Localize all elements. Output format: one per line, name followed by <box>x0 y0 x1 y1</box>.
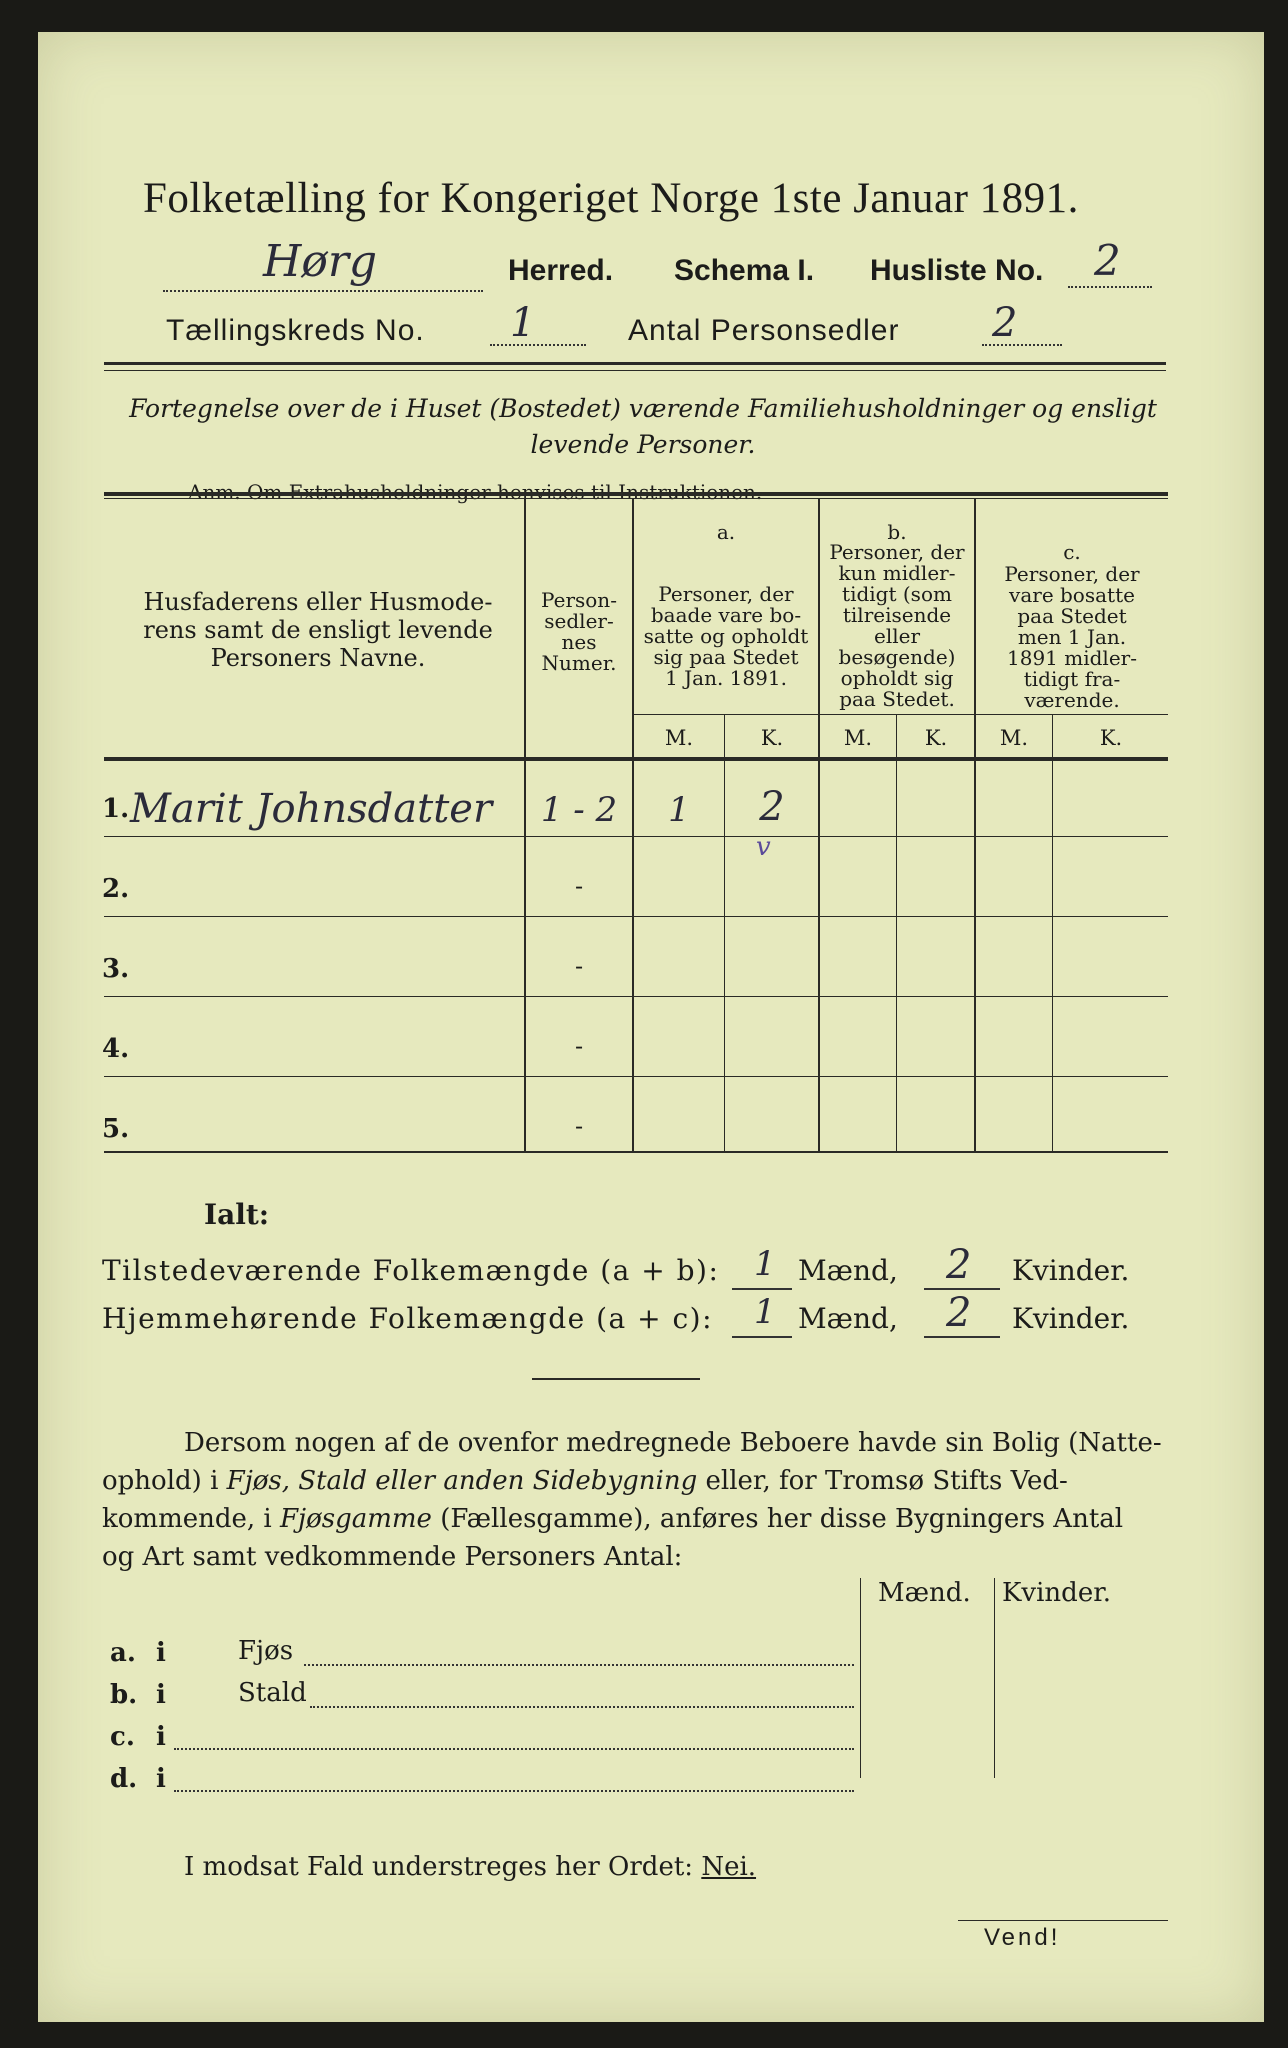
row-rule-2 <box>104 916 1168 917</box>
outbuild-row-dots <box>304 1644 854 1666</box>
nei-word: Nei. <box>701 1852 757 1882</box>
col-b-head: Personer, der kun midler- tidigt (som tilreisende eller besøgende) opholdt sig paa Stedet. <box>829 540 965 711</box>
totals-line-2-k-field <box>924 1290 1000 1338</box>
outbuild-kvinder-head: Kvinder. <box>1002 1578 1112 1608</box>
col-b-letter: b. <box>887 520 907 544</box>
table-header-rule <box>104 757 1168 761</box>
census-form <box>38 32 1264 2022</box>
husliste-value: 2 <box>1094 236 1121 285</box>
col-num-head: Person- sedler- nes Numer. <box>541 588 617 675</box>
table-row-num: 1 - 2 <box>540 790 618 830</box>
col-sep-b-mk <box>896 714 897 1152</box>
table-row-name: Marit Johnsdatter <box>130 786 493 832</box>
b-m-head: M. <box>843 726 873 750</box>
col-c-letter: c. <box>1063 540 1081 564</box>
col-a-head: Personer, der baade vare bo- satte og opholdt sig paa Stedet 1 Jan. 1891. <box>643 582 809 690</box>
outbuild-row-letter: d. <box>110 1764 138 1794</box>
col-sep-a-mk <box>724 714 725 1152</box>
table-row-a-m: 1 <box>668 790 690 830</box>
col-sep-c-mk <box>1052 714 1053 1152</box>
outbuild-row-letter: b. <box>110 1680 138 1710</box>
header-rule <box>104 362 1166 365</box>
col-name-head: Husfaderens eller Husmode- rens samt de ensligt levende Personers Navne. <box>143 588 493 672</box>
totals-line-1-k: 2 <box>946 1242 972 1288</box>
table-top-rule <box>104 492 1168 496</box>
c-m-head: M. <box>999 726 1029 750</box>
divider <box>532 1378 700 1380</box>
table-row-number: 3. <box>102 954 130 984</box>
table-row-number: 5. <box>102 1114 130 1144</box>
kreds-label: Tællingskreds No. <box>166 314 425 347</box>
totals-line-2-k: 2 <box>946 1290 972 1336</box>
check-mark: v <box>756 832 771 862</box>
totals-line-1-k-field <box>924 1242 1000 1290</box>
totals-line-1-label: Tilstedeværende Folkemængde (a + b): <box>102 1254 720 1287</box>
outbuild-row-i: i <box>156 1722 166 1752</box>
outbuild-maend-head: Mænd. <box>878 1578 971 1608</box>
form-title: Folketælling for Kongeriget Norge 1ste Januar 1891. <box>143 175 1079 222</box>
header-rule-thin <box>104 370 1166 371</box>
mk-rule <box>634 714 1168 715</box>
row-rule-4 <box>104 1076 1168 1077</box>
a-k-head: K. <box>760 726 784 750</box>
outbuild-row-dots <box>174 1770 854 1792</box>
table-row-number: 2. <box>102 874 130 904</box>
outbuild-row-i: i <box>156 1680 166 1710</box>
kvinder-label: Kvinder. <box>1012 1254 1130 1287</box>
ialt-label: Ialt: <box>204 1198 270 1231</box>
outbuild-sep-2 <box>994 1578 995 1778</box>
outbuild-row-letter: c. <box>110 1722 135 1752</box>
totals-line-2-m: 1 <box>754 1292 776 1332</box>
intro-line-1: Fortegnelse over de i Huset (Bostedet) værende Familiehusholdninger og ensligt <box>129 394 1157 423</box>
personsedler-label: Antal Personsedler <box>628 314 900 347</box>
col-a-letter: a. <box>716 520 736 544</box>
table-row-num: - <box>574 872 584 900</box>
outbuildings-text: Dersom nogen af de ovenfor medregnede Beboere havde sin Bolig (Natte- ophold) i Fjøs, Stald eller anden Sidebygning eller, for Tromsø Stifts Ved- kommende, i Fjøsgamme (Fællesgamme), anføres her disse Bygningers Antal og Art samt vedkommende Personers Antal: <box>102 1428 1162 1572</box>
table-top-rule-thin <box>104 498 1168 499</box>
table-row-num: - <box>574 1032 584 1060</box>
schema-label: Schema I. <box>674 254 815 287</box>
totals-line-1-m-field <box>732 1244 792 1290</box>
outbuild-row-dots <box>174 1728 854 1750</box>
a-m-head: M. <box>664 726 694 750</box>
kreds-value: 1 <box>510 300 536 346</box>
b-k-head: K. <box>924 726 948 750</box>
outbuild-row-i: i <box>156 1638 166 1668</box>
herred-label: Herred. <box>508 254 614 287</box>
husliste-field <box>1068 236 1152 288</box>
outbuild-row-dots <box>310 1686 854 1708</box>
totals-line-2-label: Hjemmehørende Folkemængde (a + c): <box>102 1302 713 1335</box>
maend-label: Mænd, <box>798 1302 898 1335</box>
outbuild-row-label: Fjøs <box>238 1636 294 1666</box>
kvinder-label: Kvinder. <box>1012 1302 1130 1335</box>
vend-rule <box>958 1920 1168 1921</box>
maend-label: Mænd, <box>798 1254 898 1287</box>
table-row-num: - <box>574 1112 584 1140</box>
personsedler-value: 2 <box>992 300 1018 346</box>
outbuild-row-i: i <box>156 1764 166 1794</box>
herred-value: Hørg <box>263 236 378 287</box>
c-k-head: K. <box>1099 726 1123 750</box>
table-row-num: - <box>574 952 584 980</box>
table-row-number: 4. <box>102 1034 130 1064</box>
outbuild-row-label: Stald <box>238 1678 307 1708</box>
kreds-field <box>490 300 586 346</box>
husliste-label: Husliste No. <box>870 254 1044 287</box>
personsedler-field <box>982 300 1062 346</box>
totals-line-2-m-field <box>732 1292 792 1338</box>
footer-instruction: I modsat Fald understreges her Ordet: Nei. <box>184 1852 757 1882</box>
vend-label: Vend! <box>984 1924 1061 1951</box>
row-rule-3 <box>104 996 1168 997</box>
row-rule-1 <box>104 836 1168 837</box>
totals-line-1-m: 1 <box>754 1244 776 1284</box>
col-c-head: Personer, der vare bosatte paa Stedet men 1 Jan. 1891 midler- tidigt fra- værende. <box>1004 562 1140 712</box>
table-bottom-rule <box>104 1151 1168 1153</box>
outbuild-row-letter: a. <box>110 1638 136 1668</box>
table-row-number: 1. <box>102 794 130 824</box>
herred-field <box>163 236 483 292</box>
table-row-a-k: 2 <box>759 784 785 830</box>
outbuild-sep-1 <box>860 1578 861 1778</box>
intro-line-2: levende Personer. <box>530 430 756 459</box>
